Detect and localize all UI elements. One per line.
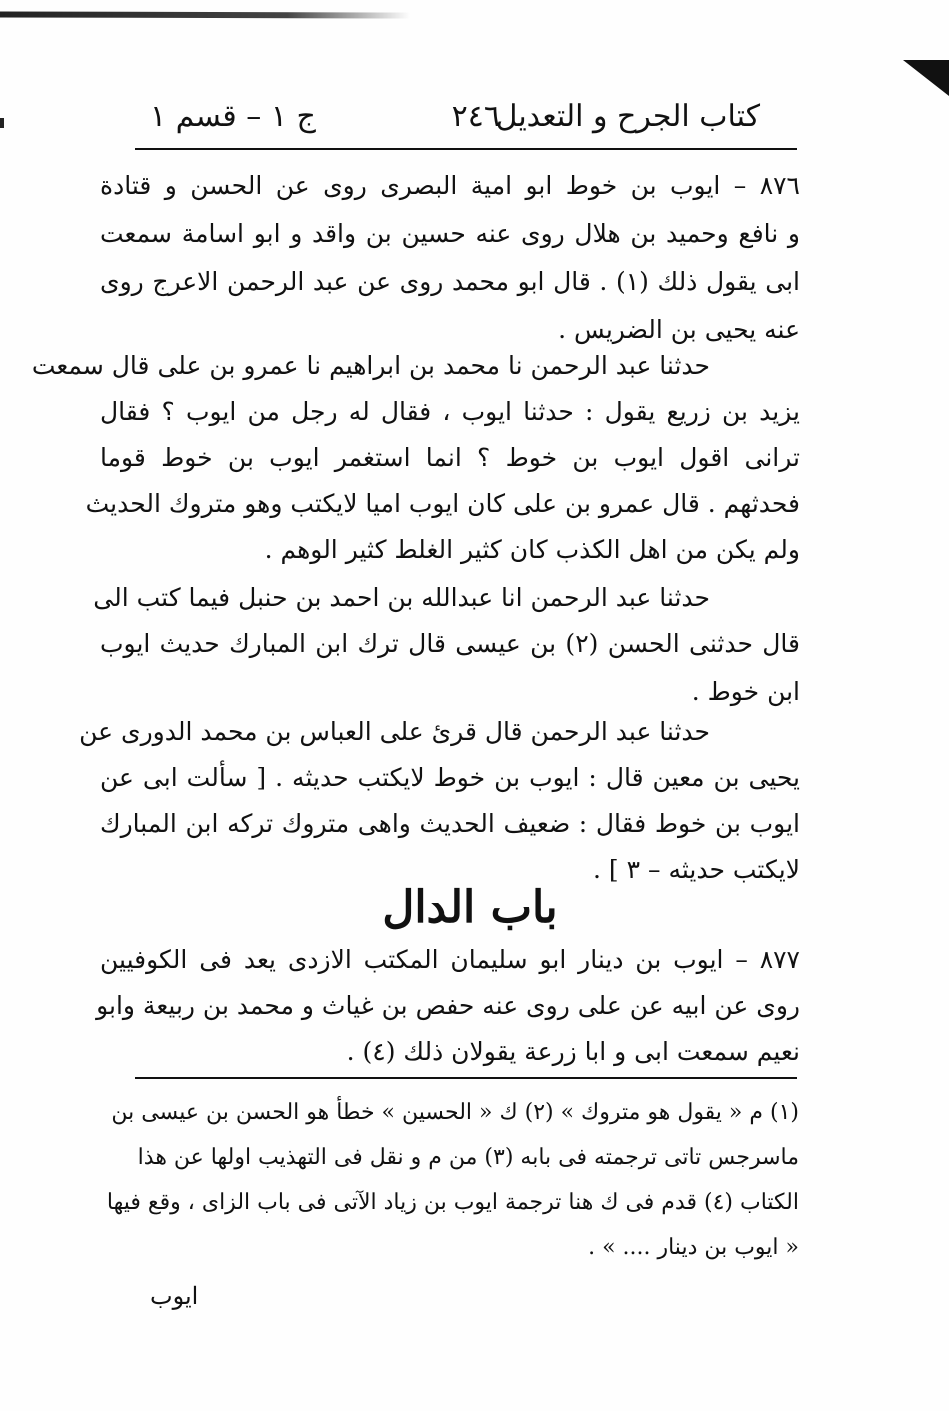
footnote-line: « ايوب بن دينار .... » . xyxy=(588,1235,799,1260)
text-line: حدثنا عبد الرحمن انا عبدالله بن احمد بن حنبل فيما كتب الى xyxy=(93,583,710,612)
text-line: نعيم سمعت ابى و ابا زرعة يقولان ذلك (٤) . xyxy=(346,1037,800,1066)
entry-876 xyxy=(100,160,800,370)
paragraph-isnad-1 xyxy=(31,340,800,590)
text-line: قال حدثنى الحسن (٢) بن عيسى قال ترك ابن المبارك حديث ايوب xyxy=(100,629,801,658)
text-line: ابى يقول ذلك (١) . قال ابو محمد روى عن عبد الرحمن الاعرج روى xyxy=(100,267,800,296)
text-line: روى عن ابيه عن على روى عنه حفص بن غياث و محمد بن ربيعة وابو xyxy=(96,991,800,1020)
text-line: ترانى اقول ايوب بن خوط ؟ انما استغمر ايوب بن خوط قوما xyxy=(100,443,800,472)
text-line: عنه يحيى بن الضريس . xyxy=(558,315,800,344)
text-line: ابن خوط . xyxy=(691,677,800,706)
text-line: و نافع وحميد بن هلال روى عنه حسين بن واقد و ابو اسامة سمعت xyxy=(100,219,800,248)
paragraph-isnad-2 xyxy=(93,572,801,722)
text-line: حدثنا عبد الرحمن قال قرئ على العباس بن محمد الدورى عن xyxy=(79,717,710,746)
scan-edge-mark xyxy=(0,118,4,128)
text-line: ٨٧٧ – ايوب بن دينار ابو سليمان المكتب الازدى يعد فى الكوفيين xyxy=(100,945,800,974)
footnote-rule xyxy=(135,1077,797,1079)
running-header xyxy=(150,96,800,138)
text-line: يحيى بن معين قال : ايوب بن خوط لايكتب حديثه . [ سألت ابى عن xyxy=(100,763,800,792)
text-line: لايكتب حديثه – ٣ ] . xyxy=(593,855,800,884)
paragraph-isnad-3 xyxy=(79,706,800,896)
text-line: ولم يكن من اهل الكذب كان كثير الغلط كثير الوهم . xyxy=(264,535,800,564)
catchword: ايوب xyxy=(150,1282,199,1310)
text-line: ايوب بن خوط فقال : ضعيف الحديث واهى متروك تركه ابن المبارك xyxy=(100,809,800,838)
volume-part: ج ١ – قسم ١ xyxy=(150,99,316,134)
header-rule xyxy=(135,148,797,150)
text-line: يزيد بن زريع يقول : حدثنا ايوب ، فقال له رجل من ايوب ؟ فقال xyxy=(100,397,800,426)
scan-corner-mark xyxy=(903,56,949,96)
footnote-line: الكتاب (٤) قدم فى ك هنا ترجمة ايوب بن زياد الآتى فى باب الزاى ، وقع فيها xyxy=(106,1190,799,1215)
text-line: حدثنا عبد الرحمن نا محمد بن ابراهيم نا عمرو بن على قال سمعت xyxy=(31,351,710,380)
scan-artifact-top-edge xyxy=(0,11,410,18)
book-title: كتاب الجرح و التعديل xyxy=(495,99,760,134)
footnote-line: (١) م « يقول هو متروك » (٢) ك « الحسين » خطأ هو الحسن بن عيسى بن xyxy=(111,1100,799,1125)
entry-877 xyxy=(96,934,800,1074)
text-line: ٨٧٦ – ايوب بن خوط ابو امية البصرى روى عن الحسن و قتادة xyxy=(100,171,800,200)
text-line: فحدثهم . قال عمرو بن على كان ايوب اميا لايكتب وهو متروك الحديث xyxy=(85,489,800,518)
page-number: ٢٤٦ xyxy=(451,99,500,134)
section-heading: باب الدال xyxy=(382,882,558,933)
footnote-line: ماسرجس تاتى ترجمته فى بابه (٣) من م و نقل فى التهذيب اولها عن هذا xyxy=(137,1145,799,1170)
